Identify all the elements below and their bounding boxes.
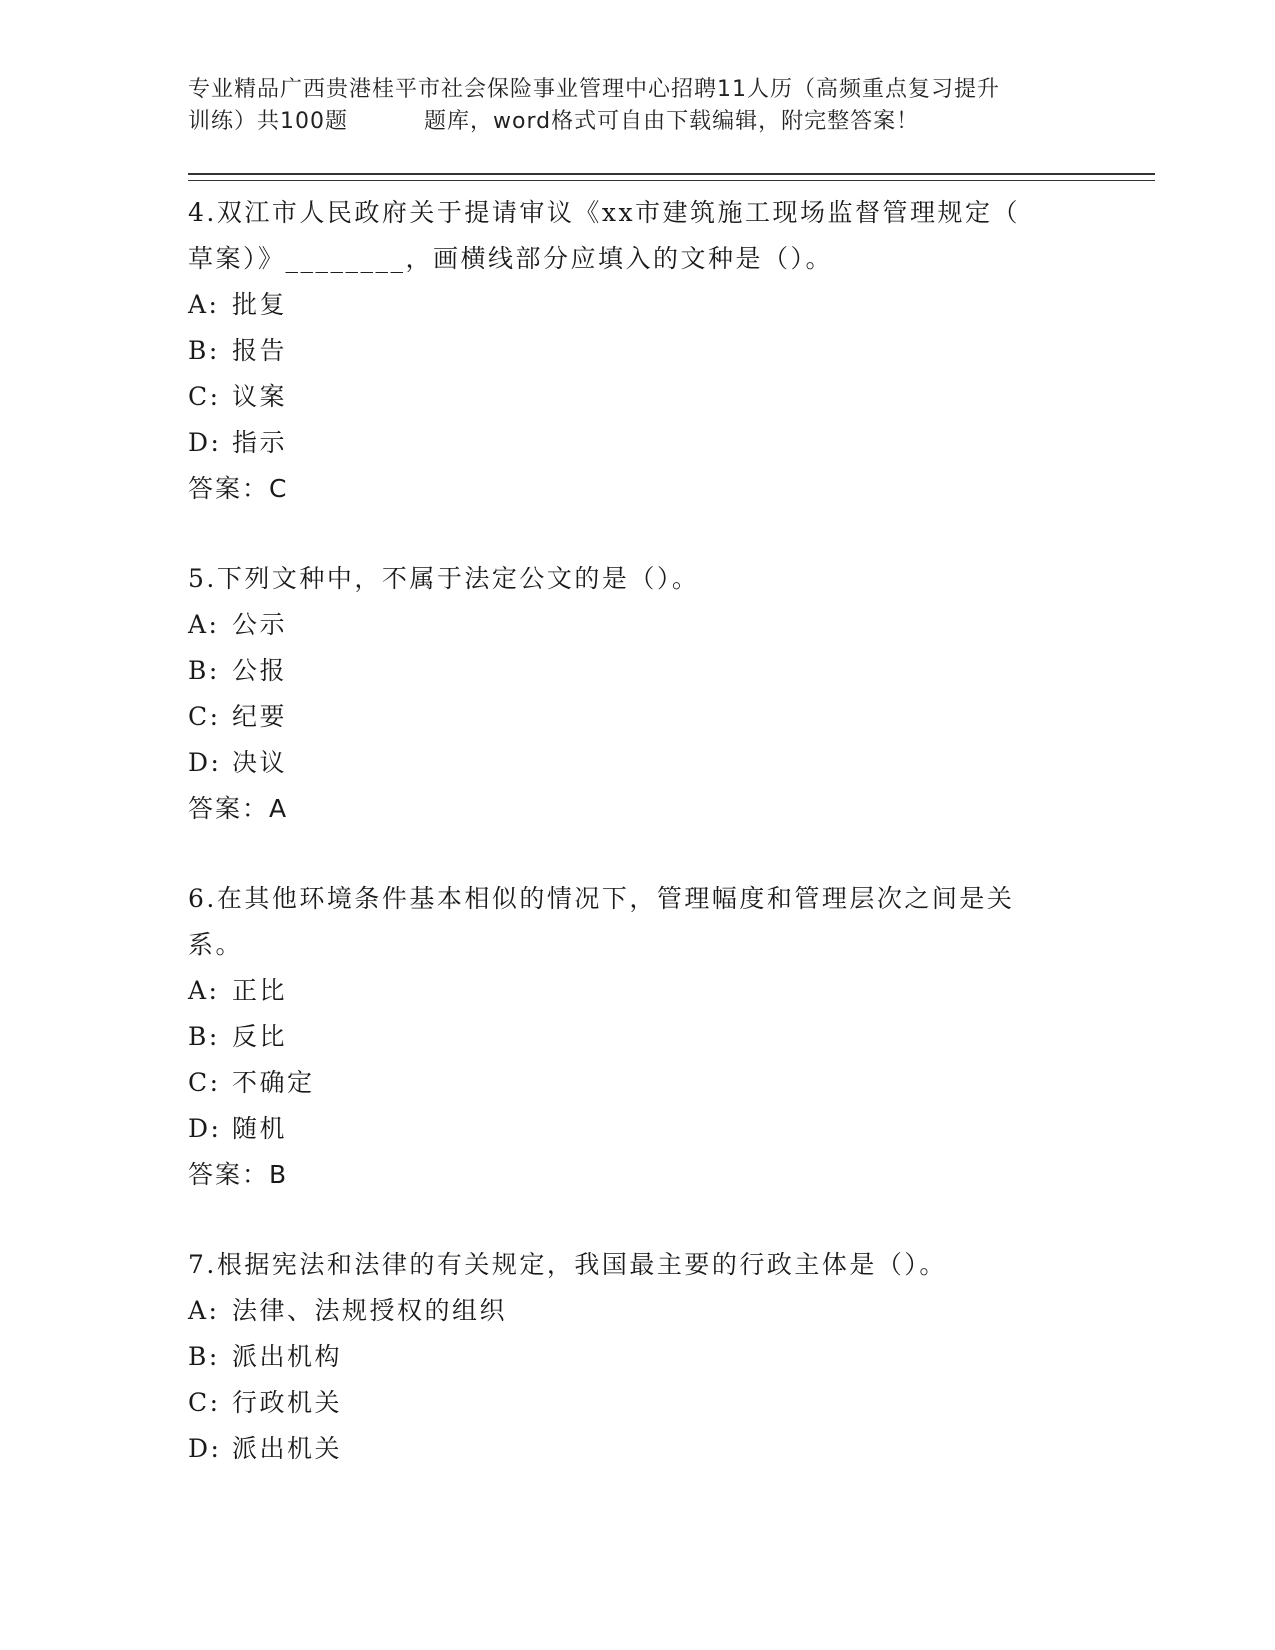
question-stem-line: 6.在其他环境条件基本相似的情况下，管理幅度和管理层次之间是关	[188, 884, 1015, 913]
answer-option	[188, 282, 1088, 328]
answer-option	[188, 328, 1088, 374]
option-text: 公报	[232, 656, 288, 685]
option-text: 报告	[232, 336, 288, 365]
option-key: A:	[188, 976, 220, 1005]
option-text: 正比	[232, 976, 288, 1005]
answer-option	[188, 648, 1088, 694]
option-key: B:	[188, 1022, 220, 1051]
answer-option	[188, 374, 1088, 420]
option-key: C:	[188, 1388, 221, 1417]
header-line-1: 专业精品广西贵港桂平市社会保险事业管理中心招聘11人历（高频重点复习提升	[188, 77, 1000, 102]
answer-option	[188, 1334, 1088, 1380]
question-stem-line: 4.双江市人民政府关于提请审议《xx市建筑施工现场监督管理规定（	[188, 198, 1021, 227]
document-header	[188, 74, 1088, 138]
option-text: 不确定	[232, 1068, 315, 1097]
header-line-2-right: 题库，word格式可自由下载编辑，附完整答案！	[424, 109, 920, 134]
option-key: D:	[188, 1114, 222, 1143]
option-text: 决议	[232, 748, 288, 777]
header-line-2	[188, 106, 1088, 138]
option-text: 派出机构	[232, 1342, 343, 1371]
option-text: 指示	[232, 428, 288, 457]
question-block	[188, 876, 1088, 1198]
option-text: 议案	[232, 382, 288, 411]
header-rule-top	[188, 173, 1155, 175]
option-key: C:	[188, 382, 221, 411]
question-stem-line: 草案）》________，画横线部分应填入的文种是（）。	[188, 244, 834, 273]
option-key: A:	[188, 290, 220, 319]
option-text: 批复	[232, 290, 288, 319]
answer-option	[188, 1106, 1088, 1152]
option-key: A:	[188, 610, 220, 639]
option-key: C:	[188, 1068, 221, 1097]
option-text: 行政机关	[232, 1388, 343, 1417]
answer-option	[188, 694, 1088, 740]
answer-option	[188, 1014, 1088, 1060]
option-key: D:	[188, 1434, 222, 1463]
answer-option	[188, 420, 1088, 466]
answer-line: 答案：C	[188, 474, 289, 503]
option-text: 公示	[232, 610, 288, 639]
answer-line: 答案：A	[188, 794, 289, 823]
answer-option	[188, 1426, 1088, 1472]
option-key: D:	[188, 428, 222, 457]
question-stem-line: 系。	[188, 930, 244, 959]
answer-option	[188, 740, 1088, 786]
option-text: 随机	[232, 1114, 288, 1143]
question-block	[188, 1242, 1088, 1472]
option-text: 反比	[232, 1022, 288, 1051]
option-key: B:	[188, 1342, 220, 1371]
option-key: B:	[188, 656, 220, 685]
answer-option	[188, 1288, 1088, 1334]
header-line-2-left: 训练）共100题	[188, 109, 348, 134]
option-key: D:	[188, 748, 222, 777]
answer-line: 答案：B	[188, 1160, 289, 1189]
answer-option	[188, 1060, 1088, 1106]
option-key: B:	[188, 336, 220, 365]
header-rule-bottom	[188, 180, 1155, 181]
option-text: 纪要	[232, 702, 288, 731]
answer-option	[188, 1380, 1088, 1426]
answer-option	[188, 602, 1088, 648]
question-block	[188, 190, 1088, 512]
question-block	[188, 556, 1088, 832]
option-text: 派出机关	[232, 1434, 343, 1463]
question-stem-line: 7.根据宪法和法律的有关规定，我国最主要的行政主体是（）。	[188, 1250, 947, 1279]
answer-option	[188, 968, 1088, 1014]
question-stem-line: 5.下列文种中，不属于法定公文的是（）。	[188, 564, 700, 593]
option-key: A:	[188, 1296, 220, 1325]
question-list	[188, 190, 1088, 1516]
option-key: C:	[188, 702, 221, 731]
option-text: 法律、法规授权的组织	[232, 1296, 508, 1325]
